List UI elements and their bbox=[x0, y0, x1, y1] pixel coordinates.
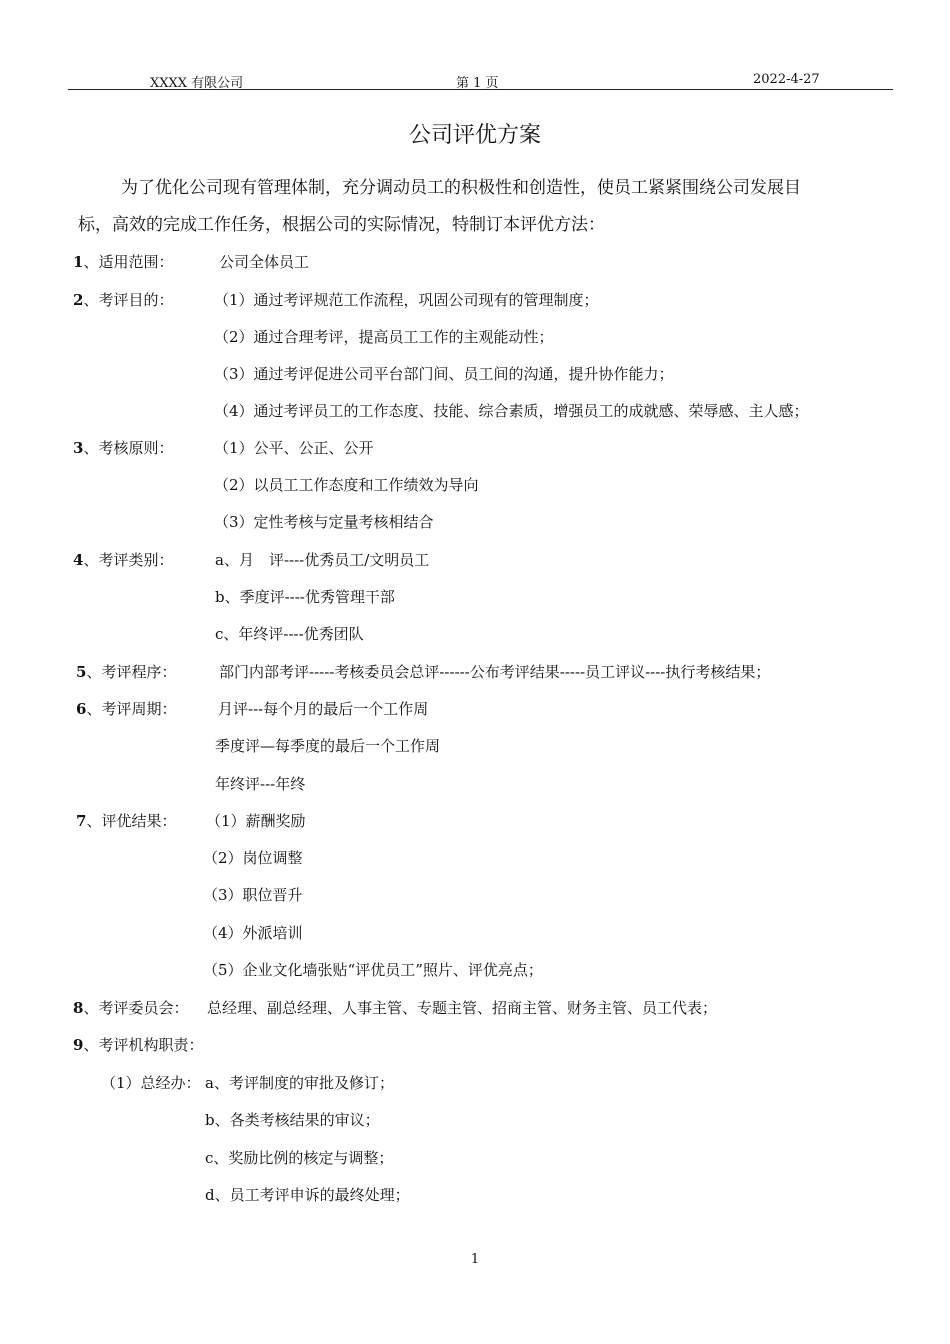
section-2-label: 、考评目的： bbox=[83, 291, 174, 309]
section-2-line: （2）通过合理考评，提高员工工作的主观能动性； bbox=[214, 328, 554, 346]
section-7-line: （3）职位晋升 bbox=[203, 886, 303, 904]
header-company: XXXX 有限公司 bbox=[150, 76, 244, 91]
section-4-label: 、考评类别： bbox=[83, 551, 174, 569]
section-1-number: 1 bbox=[73, 253, 84, 271]
section-2-number: 2 bbox=[73, 291, 84, 309]
section-8-heading bbox=[73, 997, 188, 1018]
section-7-number: 7 bbox=[76, 812, 87, 830]
section-7-heading bbox=[76, 810, 176, 831]
section-9-label: 、考评机构职责： bbox=[83, 1036, 204, 1054]
footer-page-number: 1 bbox=[470, 1252, 480, 1267]
section-5-line: 部门内部考评-----考核委员会总评------公布考评结果-----员工评议----执行考核结果； bbox=[219, 663, 771, 681]
section-2-heading bbox=[73, 289, 173, 310]
section-3-heading bbox=[73, 437, 173, 458]
section-7-line: （1）薪酬奖励 bbox=[206, 812, 306, 830]
section-2-line: （3）通过考评促进公司平台部门间、员工间的沟通，提升协作能力； bbox=[214, 365, 674, 383]
section-9-line: d、员工考评申诉的最终处理； bbox=[205, 1186, 410, 1204]
section-6-line: 年终评---年终 bbox=[215, 775, 306, 793]
section-9-line: c、奖励比例的核定与调整； bbox=[205, 1149, 394, 1167]
page-title: 公司评优方案 bbox=[408, 123, 541, 148]
section-8-number: 8 bbox=[73, 999, 84, 1017]
section-3-line: （3）定性考核与定量考核相结合 bbox=[214, 513, 434, 531]
section-6-heading bbox=[76, 698, 176, 719]
section-8-line: 总经理、副总经理、人事主管、专题主管、招商主管、财务主管、员工代表； bbox=[207, 999, 718, 1017]
section-6-label: 、考评周期： bbox=[86, 700, 177, 718]
section-7-line: （5）企业文化墙张贴“评优员工”照片、评优亮点； bbox=[203, 961, 543, 979]
section-1-label: 、适用范围： bbox=[83, 253, 174, 271]
section-6-line: 季度评—每季度的最后一个工作周 bbox=[215, 737, 441, 755]
section-8-label: 、考评委员会： bbox=[83, 999, 189, 1017]
section-5-heading bbox=[76, 661, 176, 682]
section-6-line: 月评---每个月的最后一个工作周 bbox=[218, 700, 429, 718]
section-5-label: 、考评程序： bbox=[86, 663, 177, 681]
section-1-line: 公司全体员工 bbox=[219, 253, 310, 271]
header-date: 2022-4-27 bbox=[753, 72, 820, 87]
section-3-label: 、考核原则： bbox=[83, 439, 174, 457]
section-6-number: 6 bbox=[76, 700, 87, 718]
section-7-line: （4）外派培训 bbox=[203, 924, 303, 942]
header-page: 第 1 页 bbox=[456, 76, 499, 91]
section-5-number: 5 bbox=[76, 663, 87, 681]
section-3-number: 3 bbox=[73, 439, 84, 457]
section-9-line: a、考评制度的审批及修订； bbox=[205, 1074, 394, 1092]
section-7-label: 、评优结果： bbox=[86, 812, 177, 830]
section-4-line: b、季度评----优秀管理干部 bbox=[215, 588, 395, 606]
section-2-line: （4）通过考评员工的工作态度、技能、综合素质，增强员工的成就感、荣辱感、主人感； bbox=[214, 402, 809, 420]
intro-line-2: 标，高效的完成工作任务，根据公司的实际情况，特制订本评优方法： bbox=[78, 215, 605, 235]
section-4-heading bbox=[73, 549, 173, 570]
intro-line-1: 为了优化公司现有管理体制，充分调动员工的积极性和创造性，使员工紧紧围绕公司发展目 bbox=[121, 178, 801, 198]
section-3-line: （1）公平、公正、公开 bbox=[214, 439, 374, 457]
section-4-line: c、年终评----优秀团队 bbox=[215, 625, 364, 643]
section-9-line: b、各类考核结果的审议； bbox=[205, 1111, 380, 1129]
header-rule bbox=[68, 89, 893, 90]
section-9-sub-label: （1）总经办： bbox=[101, 1074, 201, 1092]
section-9-heading bbox=[73, 1034, 203, 1055]
section-3-line: （2）以员工工作态度和工作绩效为导向 bbox=[214, 476, 479, 494]
section-7-line: （2）岗位调整 bbox=[203, 849, 303, 867]
section-1-heading bbox=[73, 251, 173, 272]
section-4-number: 4 bbox=[73, 551, 84, 569]
section-4-line: a、月 评----优秀员工/文明员工 bbox=[215, 551, 430, 569]
section-9-number: 9 bbox=[73, 1036, 84, 1054]
section-2-line: （1）通过考评规范工作流程，巩固公司现有的管理制度； bbox=[214, 291, 599, 309]
